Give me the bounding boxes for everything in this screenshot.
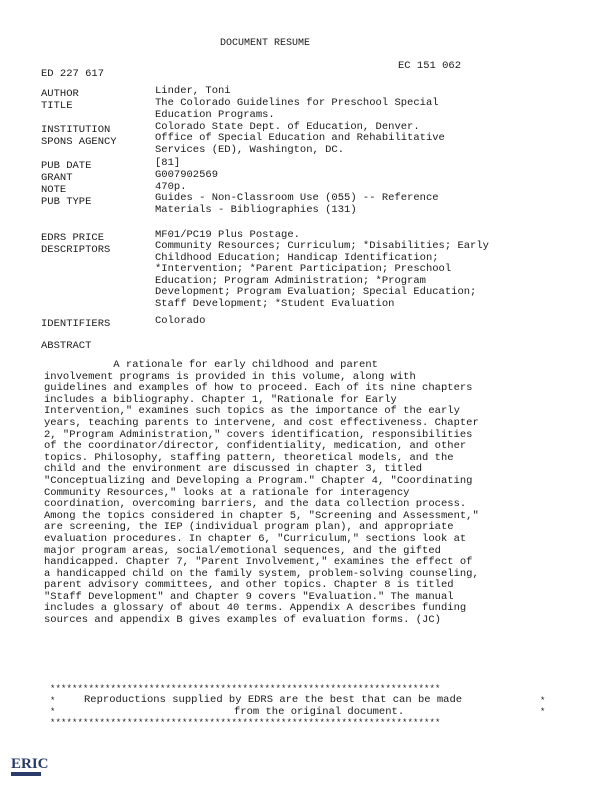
field-value-title: The Colorado Guidelines for Preschool Special Education Programs. <box>155 97 439 121</box>
ed-number: ED 227 617 <box>41 68 105 80</box>
field-label-spons-agency: SPONS AGENCY <box>41 136 117 148</box>
border-left-2: * <box>50 707 56 717</box>
field-label-edrs-price: EDRS PRICE <box>41 232 105 244</box>
field-value-identifiers: Colorado <box>155 315 206 327</box>
border-bottom: *********************************************************************** <box>50 718 441 728</box>
document-title: DOCUMENT RESUME <box>220 38 311 49</box>
field-label-pub-date: PUB DATE <box>41 160 92 172</box>
field-value-grant: G007902569 <box>155 169 219 181</box>
eric-logo-text: ERIC <box>11 756 49 772</box>
field-value-pub-type: Guides - Non-Classroom Use (055) -- Reference Materials - Bibliographies (131) <box>155 192 439 216</box>
border-top: *********************************************************************** <box>50 684 441 694</box>
abstract-heading: ABSTRACT <box>41 340 92 352</box>
field-value-institution: Colorado State Dept. of Education, Denver. <box>155 121 420 133</box>
abstract-body: A rationale for early childhood and parent involvement programs is provided in this volume, along with guidelines and examples of how to proceed. Each of its nine chapters includes a bibliography. Chapter 1, "Rationale for Early Intervention," examines such topics as the importance of the early years, teaching parents to intervene, and cost effectiveness. Chapter 2, "Program Administration," covers identification, responsibilities of the coordinator/director, confidentiality, medication, and other topics. Philosophy, staffing pattern, theoretical models, and the child and the environment are discussed in chapter 3, titled "Conceptualizing and Developing a Program." Chapter 4, "Coordinating Community Resources," looks at a rationale for interagency coordination, overcoming barriers, and the data collection process. Among the topics considered in chapter 5, "Screening and Assessment," are screening, the IEP (individual program plan), and appropriate evaluation procedures. In chapter 6, "Curriculum," sections look at major program areas, social/emotional sequences, and the gifted handicapped. Chapter 7, "Parent Involvement," examines the effect of a handicapped child on the family system, problem-solving counseling, parent advisory committees, and other topics. Chapter 8 is titled "Staff Development" and Chapter 9 covers "Evaluation." The manual includes a glossary of about 40 terms. Appendix A describes funding sources and appendix B gives examples of evaluation forms. (JC) <box>44 359 479 627</box>
field-value-pub-date: [81] <box>155 157 181 169</box>
field-value-note: 470p. <box>155 181 187 193</box>
field-label-grant: GRANT <box>41 172 73 184</box>
field-label-title: TITLE <box>41 100 73 112</box>
reproduction-line-1: Reproductions supplied by EDRS are the best that can be made <box>84 694 463 706</box>
field-value-author: Linder, Toni <box>155 85 231 97</box>
field-value-descriptors: Community Resources; Curriculum; *Disabilities; Early Childhood Education; Handicap Identification; *Intervention; *Parent Participation; Preschool Education; Program Administration; *Program Development; Program Evaluation; Special Education; Staff Development; *Student Evaluation <box>155 240 489 310</box>
field-label-descriptors: DESCRIPTORS <box>41 244 111 256</box>
field-label-note: NOTE <box>41 184 67 196</box>
field-label-author: AUTHOR <box>41 88 79 100</box>
field-label-pub-type: PUB TYPE <box>41 196 92 208</box>
eric-logo-bar <box>11 772 41 776</box>
eric-logo-icon <box>10 752 49 782</box>
field-value-spons-agency: Office of Special Education and Rehabilitative Services (ED), Washington, DC. <box>155 132 445 156</box>
border-right-2: * <box>540 707 546 717</box>
border-left: * <box>50 696 56 706</box>
reproduction-line-2: from the original document. <box>234 706 405 718</box>
border-right: * <box>540 696 546 706</box>
ec-number: EC 151 062 <box>398 60 462 72</box>
field-label-identifiers: IDENTIFIERS <box>41 318 111 330</box>
field-label-institution: INSTITUTION <box>41 124 111 136</box>
field-value-edrs-price: MF01/PC19 Plus Postage. <box>155 229 300 241</box>
